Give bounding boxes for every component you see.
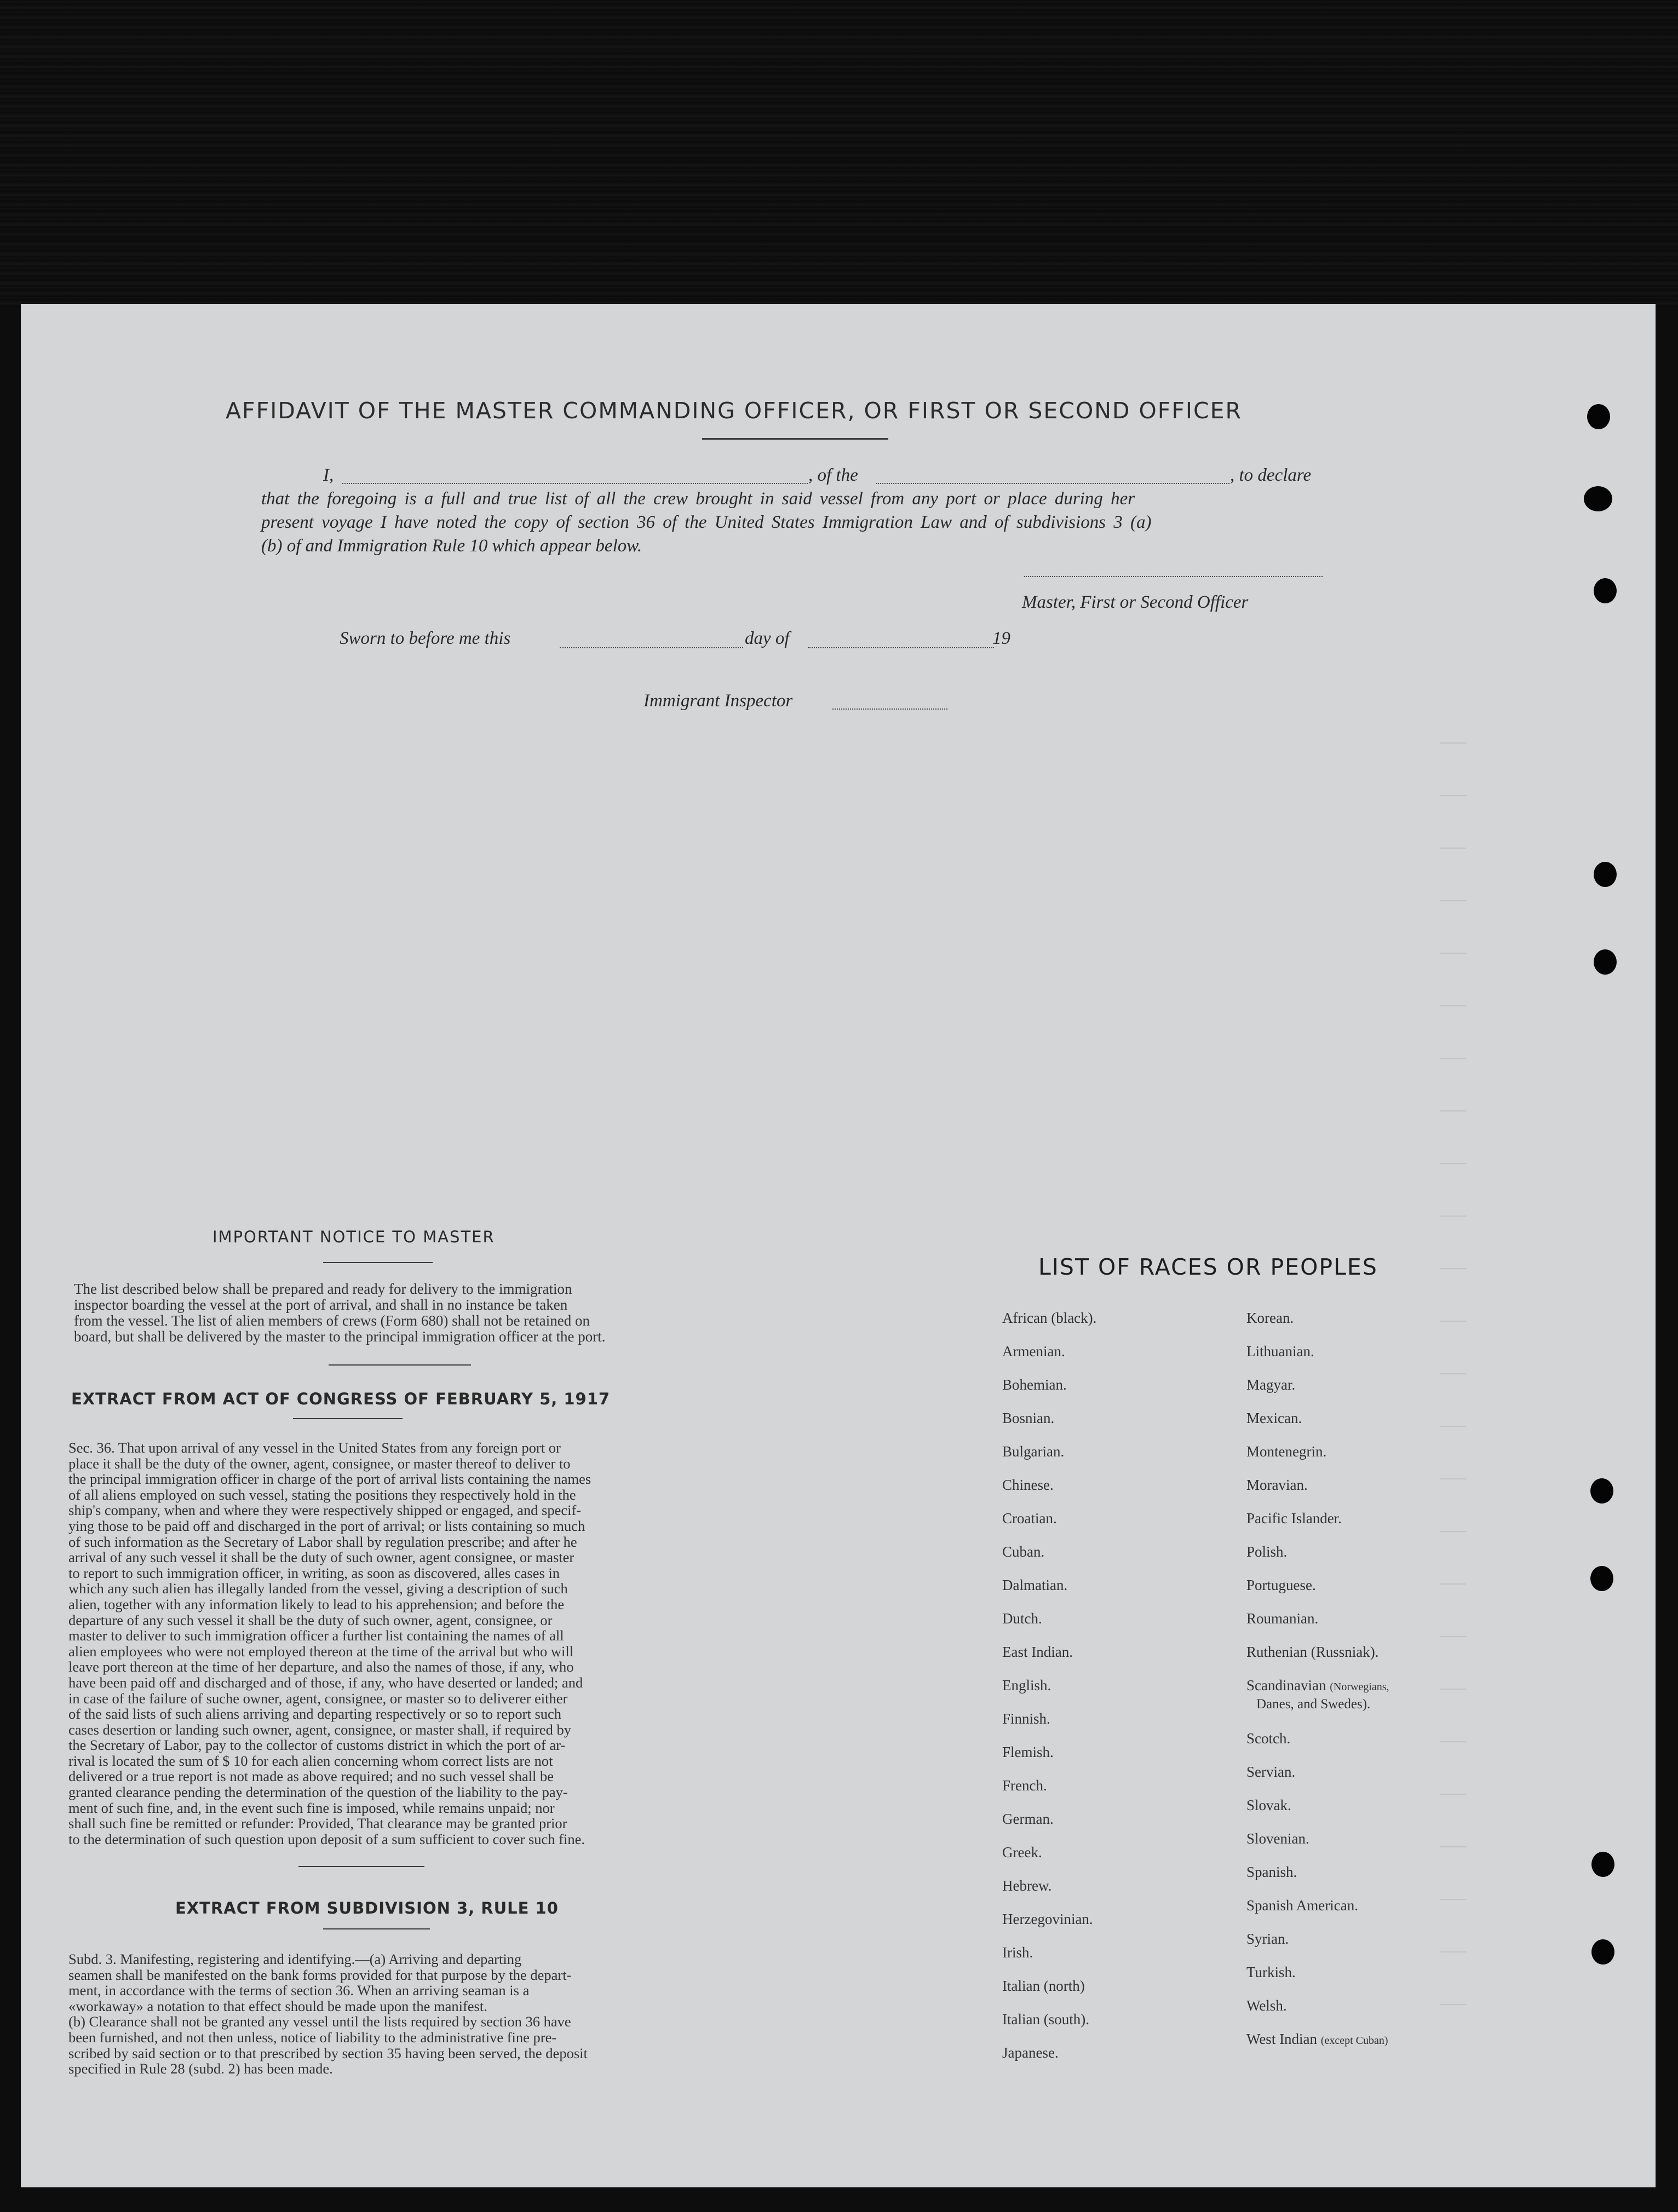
race-left: Dutch.: [1002, 1610, 1042, 1627]
punch-hole: [1587, 404, 1610, 429]
race-left: English.: [1002, 1677, 1051, 1693]
notice-line: from the vessel. The list of alien members of crews (Form 680) shall not be retained on: [74, 1312, 590, 1329]
affidavit-line2: that the foregoing is a full and true list of all the crew brought in said vessel from any port or place during her: [261, 489, 1135, 509]
race-left: Japanese.: [1002, 2044, 1059, 2061]
race-left: Finnish.: [1002, 1710, 1050, 1727]
affidavit-title: AFFIDAVIT OF THE MASTER COMMANDING OFFICER, OR FIRST OR SECOND OFFICER: [226, 398, 1243, 424]
notice-heading: IMPORTANT NOTICE TO MASTER: [212, 1228, 495, 1246]
title-underline: [702, 438, 888, 440]
race-right: Lithuanian.: [1246, 1343, 1314, 1360]
act-line: of the said lists of such aliens arriving and departing respectively or so to report such: [68, 1706, 562, 1723]
race-left: French.: [1002, 1777, 1047, 1794]
race-right: Servian.: [1246, 1764, 1296, 1780]
signature-label: Master, First or Second Officer: [1022, 592, 1249, 612]
affidavit-line4: (b) of and Immigration Rule 10 which appear below.: [261, 536, 642, 556]
race-right-label: West Indian: [1246, 2031, 1318, 2047]
race-left: East Indian.: [1002, 1644, 1073, 1660]
race-right-scandinavian: [1246, 1677, 1389, 1694]
scandinavian-note-line2: Danes, and Swedes).: [1256, 1697, 1371, 1712]
act-line: alien employees who were not employed thereon at the time of the arrival but who will: [68, 1643, 574, 1660]
race-left: Hebrew.: [1002, 1877, 1052, 1894]
race-left: African (black).: [1002, 1310, 1097, 1326]
act-line: ment of such fine, and, in the event such fine is imposed, while remains unpaid; nor: [68, 1799, 555, 1816]
act-text: [68, 1440, 698, 1847]
race-right: Spanish.: [1246, 1864, 1297, 1880]
race-left: Greek.: [1002, 1844, 1042, 1860]
act-line: departure of any such vessel it shall be the duty of such owner, agent, consignee, or: [68, 1611, 553, 1628]
races-title: LIST OF RACES OR PEOPLES: [1038, 1254, 1378, 1280]
punch-hole: [1591, 1852, 1614, 1877]
race-right-west-indian: [1246, 2031, 1388, 2048]
race-right: Turkish.: [1246, 1964, 1296, 1980]
race-right: Pacific Islander.: [1246, 1510, 1342, 1526]
west-indian-note: (except Cuban): [1320, 2035, 1388, 2047]
affidavit-line1-start: I,: [323, 465, 334, 485]
act-line: alien, together with any information likely to lead to his apprehension; and before the: [68, 1595, 565, 1612]
punch-hole: [1590, 1478, 1613, 1504]
race-left: Croatian.: [1002, 1510, 1057, 1526]
race-left: Bosnian.: [1002, 1410, 1055, 1426]
act-line: to the determination of such question upon deposit of a sum sufficient to cover such fine.: [68, 1830, 585, 1847]
punch-hole: [1584, 486, 1612, 511]
scandinavian-note: (Norwegians,: [1330, 1681, 1389, 1693]
notice-line: board, but shall be delivered by the master to the principal immigration officer at the port.: [74, 1328, 606, 1345]
race-right: Syrian.: [1246, 1931, 1289, 1947]
notice-line: The list described below shall be prepared and ready for delivery to the immigration: [74, 1281, 572, 1297]
race-right: Roumanian.: [1246, 1610, 1319, 1627]
race-right: Scotch.: [1246, 1730, 1291, 1747]
race-left: Dalmatian.: [1002, 1577, 1068, 1593]
race-left: Italian (north): [1002, 1978, 1085, 1994]
notice-line: inspector boarding the vessel at the port of arrival, and shall in no instance be taken: [74, 1297, 568, 1313]
bleed-through-column: ─── ─── ─── ─── ─── ─── ─── ─── ─── ─── ─── ─── ─── ─── ─── ─── ─── ─── ─── ─── ─── ─── ─── ─── ───: [1440, 735, 1466, 2013]
act-line: in case of the failure of suche owner, agent, consignee, or master so to deliverer either: [68, 1690, 568, 1707]
act-line: of such information as the Secretary of Labor shall by regulation prescribe; and after he: [68, 1533, 577, 1550]
inspector-line[interactable]: [832, 708, 947, 710]
race-left: Cuban.: [1002, 1543, 1045, 1560]
act-line: to report to such immigration officer, in writing, as soon as discovered, alles cases in: [68, 1564, 560, 1581]
notice-underline: [323, 1262, 433, 1263]
sworn-day-label: day of: [745, 629, 790, 648]
race-right: Magyar.: [1246, 1376, 1296, 1393]
name-field-line[interactable]: [342, 483, 808, 484]
notice-divider: [329, 1364, 471, 1366]
act-line: shall such fine be remitted or refunder: Provided, That clearance may be granted prior: [68, 1815, 567, 1832]
act-line: rival is located the sum of $ 10 for each alien concerning whom correct lists are not: [68, 1752, 553, 1769]
act-heading: EXTRACT FROM ACT OF CONGRESS OF FEBRUARY 5, 1917: [71, 1390, 611, 1408]
act-line: place it shall be the duty of the owner, agent, consignee, or master thereof to deliver to: [68, 1455, 571, 1472]
rule-line: scribed by said section or to that prescribed by section 35 having been served, the deposit: [68, 2044, 588, 2061]
act-line: leave port thereon at the time of her departure, and also the names of those, if any, who: [68, 1658, 574, 1675]
act-line: of all aliens employed on such vessel, stating the positions they respectively hold in the: [68, 1486, 576, 1503]
act-line: master to deliver to such immigration officer a further list containing the names of all: [68, 1627, 564, 1644]
act-line: delivered or a true report is not made as above required; and no such vessel shall be: [68, 1768, 554, 1785]
rule-line: specified in Rule 28 (subd. 2) has been made.: [68, 2060, 333, 2077]
notice-text: [74, 1281, 704, 1345]
race-right: Spanish American.: [1246, 1897, 1358, 1914]
scan-background-top: [0, 0, 1678, 307]
act-divider: [298, 1866, 424, 1867]
race-left: Bohemian.: [1002, 1376, 1067, 1393]
act-line: the Secretary of Labor, pay to the collector of customs district in which the port of ar-: [68, 1737, 566, 1754]
rule-line: been furnished, and not then unless, notice of liability to the administrative fine pre-: [68, 2029, 557, 2046]
race-right: Korean.: [1246, 1310, 1294, 1326]
punch-hole: [1591, 1939, 1614, 1965]
rule-text: [68, 1951, 698, 2077]
race-left: Chinese.: [1002, 1477, 1054, 1493]
act-line: cases desertion or landing such owner, agent, consignee, or master shall, if required by: [68, 1721, 572, 1738]
rule-line: (b) Clearance shall not be granted any vessel until the lists required by section 36 have: [68, 2013, 571, 2030]
punch-hole: [1594, 862, 1617, 887]
sworn-month-line[interactable]: [808, 647, 994, 648]
act-line: the principal immigration officer in charge of the port of arrival lists containing the names: [68, 1471, 591, 1488]
punch-hole: [1594, 578, 1617, 603]
rule-line: seamen shall be manifested on the bank forms provided for that purpose by the depart-: [68, 1966, 572, 1983]
race-right: Welsh.: [1246, 1997, 1287, 2014]
race-left: Irish.: [1002, 1944, 1033, 1961]
punch-hole: [1594, 949, 1617, 975]
act-line: arrival of any such vessel it shall be the duty of such owner, agent consignee, or master: [68, 1549, 574, 1566]
rule-heading: EXTRACT FROM SUBDIVISION 3, RULE 10: [175, 1899, 559, 1917]
race-left: Italian (south).: [1002, 2011, 1089, 2027]
act-line: Sec. 36. That upon arrival of any vessel in the United States from any foreign port or: [68, 1439, 561, 1456]
affidavit-line1-end: , to declare: [1230, 465, 1312, 485]
race-right: Moravian.: [1246, 1477, 1308, 1493]
act-line: granted clearance pending the determination of the question of the liability to the pay-: [68, 1784, 568, 1801]
race-right: Ruthenian (Russniak).: [1246, 1644, 1379, 1660]
race-right: Slovak.: [1246, 1797, 1291, 1813]
act-line: which any such alien has illegally landed from the vessel, giving a description of such: [68, 1580, 568, 1597]
act-line: ship's company, when and where they were respectively shipped or engaged, and specif-: [68, 1502, 582, 1519]
race-left: Bulgarian.: [1002, 1443, 1065, 1460]
race-right: Mexican.: [1246, 1410, 1302, 1426]
inspector-label: Immigrant Inspector: [643, 691, 793, 711]
sworn-label: Sworn to before me this: [340, 629, 511, 648]
signature-line[interactable]: [1024, 576, 1323, 577]
act-line: ying those to be paid off and discharged in the port of arrival; or lists containing so much: [68, 1517, 585, 1534]
race-left: Armenian.: [1002, 1343, 1065, 1360]
sworn-day-line[interactable]: [560, 647, 743, 648]
act-underline: [293, 1418, 403, 1419]
rule-line: «workaway» a notation to that effect should be made upon the manifest.: [68, 1997, 487, 2014]
race-left: Herzegovinian.: [1002, 1911, 1093, 1927]
race-left: Flemish.: [1002, 1744, 1054, 1760]
rule-line: ment, in accordance with the terms of section 36. When an arriving seaman is a: [68, 1982, 530, 1999]
race-right: Slovenian.: [1246, 1830, 1309, 1847]
race-right: Montenegrin.: [1246, 1443, 1327, 1460]
race-right: Portuguese.: [1246, 1577, 1316, 1593]
race-right: Polish.: [1246, 1543, 1288, 1560]
race-left: German.: [1002, 1811, 1054, 1827]
rule-line: Subd. 3. Manifesting, registering and identifying.—(a) Arriving and departing: [68, 1951, 522, 1967]
vessel-field-line[interactable]: [876, 483, 1229, 484]
punch-hole: [1590, 1566, 1613, 1591]
act-line: have been paid off and discharged and of those, if any, who have deserted or landed; and: [68, 1674, 583, 1691]
rule-underline: [323, 1928, 430, 1929]
affidavit-line1-mid: , of the: [808, 465, 858, 485]
race-right-label: Scandinavian: [1246, 1677, 1326, 1693]
sworn-year-label: 19: [992, 629, 1010, 648]
affidavit-line3: present voyage I have noted the copy of section 36 of the United States Immigration Law and of subdivisions 3 (a): [261, 512, 1152, 532]
